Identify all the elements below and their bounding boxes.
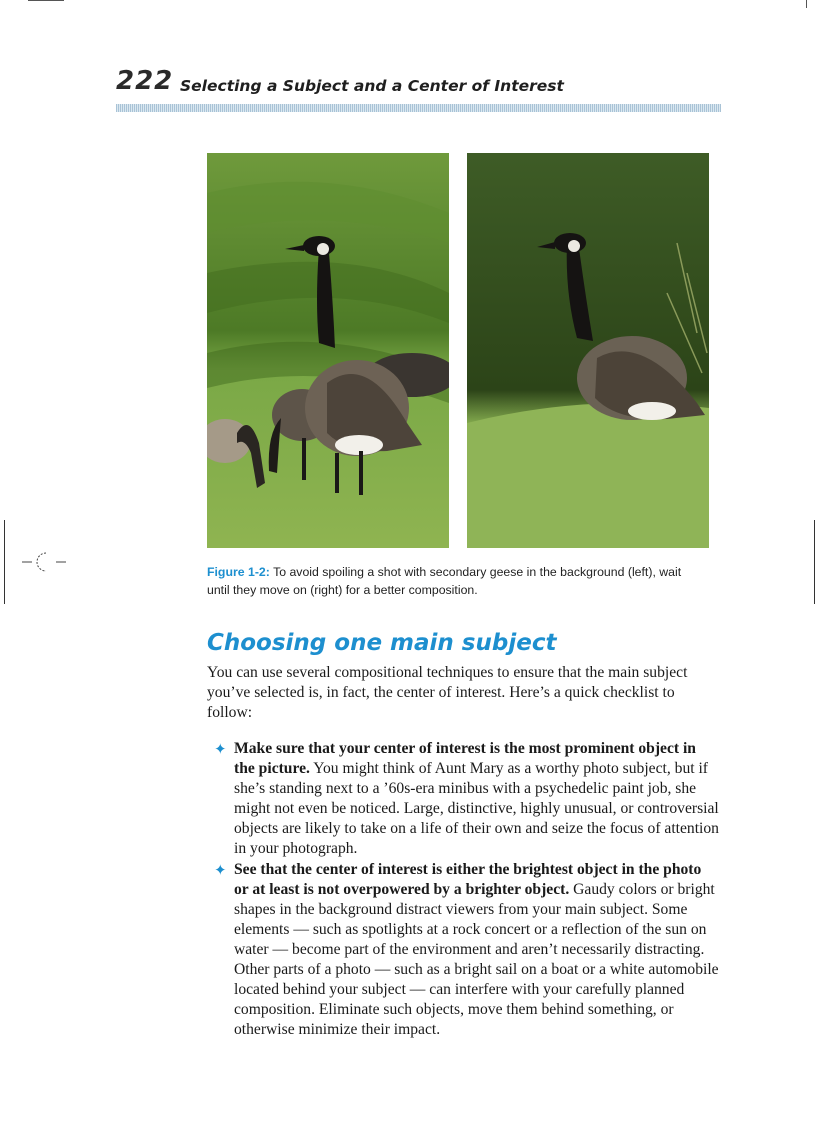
caption-text: To avoid spoiling a shot with secondary geese in the background (left), wait until they move on (right) for a better composition.	[207, 565, 682, 597]
list-item-body: Gaudy colors or bright shapes in the background distract viewers from your main subject. Some elements — such as spotlights at a rock concert or a reflection of the sun on water — become part of the environment and aren’t necessarily distracting. Other parts of a photo — such as a bright sail on a boat or a white automobile located behind your subject — can interfere with your carefully planned composition. Eliminate such objects, move them behind something, or otherwise minimize their impact.	[234, 881, 719, 1038]
section-heading: Choosing one main subject	[207, 630, 557, 656]
list-item-lead: See that the center of interest is either the brightest object in the photo or at least is not overpowered by a brighter object.	[234, 861, 702, 898]
crop-mark-top-right	[806, 0, 807, 8]
diamond-star-icon: ✦	[214, 861, 227, 879]
crop-mark-top-left	[28, 0, 64, 1]
registration-mark-icon	[22, 550, 66, 574]
figure-photo-right	[467, 153, 709, 548]
goose-photo-right	[467, 153, 709, 548]
margin-line-right	[814, 520, 815, 604]
figure-label: Figure 1-2:	[207, 565, 270, 579]
margin-line-left	[4, 520, 5, 604]
goose-photo-left	[207, 153, 449, 548]
figure-photo-left	[207, 153, 449, 548]
header-rule	[116, 104, 721, 112]
list-item-body: You might think of Aunt Mary as a worthy photo subject, but if she’s standing next to a ’60s-era minibus with a psychedelic paint job, she might not even be noticed. Large, distinctive, highly unusual, or controversial objects are likely to take on a life of their own and seize the focus of attention in your photograph.	[234, 760, 719, 857]
list-item	[207, 739, 719, 859]
page-number: 222	[116, 66, 174, 96]
intro-paragraph: You can use several compositional techniques to ensure that the main subject you’ve selected is, in fact, the center of interest. Here’s a quick checklist to follow:	[207, 664, 688, 721]
running-title: Selecting a Subject and a Center of Interest	[180, 77, 564, 95]
list-item-text	[234, 739, 719, 859]
list-item	[207, 860, 719, 1040]
list-item-lead: Make sure that your center of interest is the most prominent object in the picture.	[234, 740, 696, 777]
diamond-star-icon: ✦	[214, 740, 227, 758]
list-item-text	[234, 860, 719, 1040]
figure-caption	[207, 563, 707, 599]
